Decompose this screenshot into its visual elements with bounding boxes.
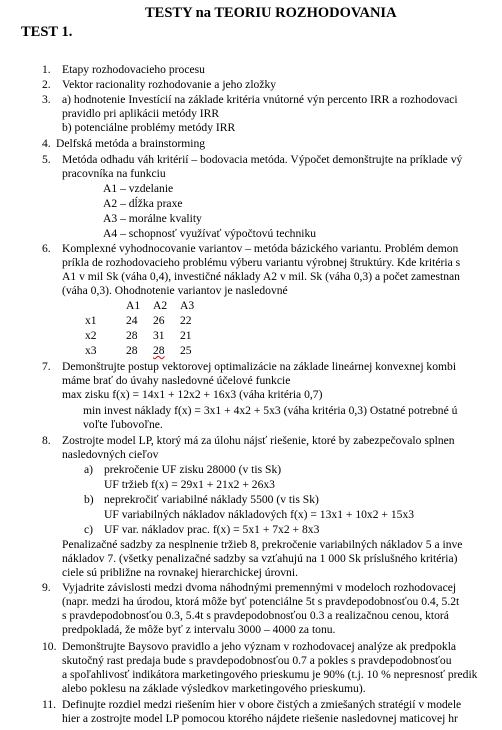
item-text: máme brať do úvahy nasledovné účelové funkcie (62, 374, 291, 387)
item-text: (napr. medzi ha úrodou, ktorá môže byť potenciálne 5t s pravdepodobnosťou 0.4, 5.2t (62, 595, 460, 608)
matrix-cell: 28 (126, 344, 138, 357)
item-number: 9. (42, 581, 51, 594)
item-number: 4. (42, 137, 51, 150)
matrix-header: A3 (180, 299, 195, 312)
item-text: voľte ľubovoľne. (83, 418, 163, 431)
item-text: A1 v mil Sk (váha 0,4), investičné náklady A2 v mil. Sk (váha 0,3) a počet zamestnan (62, 270, 460, 283)
criterion: A3 – morálne kvality (103, 212, 202, 225)
penalty-text: ciele sú približne na rovnakej hierarchickej úrovni. (62, 566, 298, 579)
matrix-cell: 28 (153, 344, 165, 357)
item-text: Definujte rozdiel medzi riešením hier v obore čistých a zmiešaných stratégií v modele (62, 698, 462, 711)
item-number: 5. (42, 153, 51, 166)
matrix-cell: 24 (126, 314, 138, 327)
item-text: hier a zostrojte model LP pomocou ktorého nájdete riešenie nasledovnej maticovej hr (62, 712, 458, 725)
goal-subtext: UF variabilných nákladov nákladových f(x) = 13x1 + 10x2 + 15x3 (104, 508, 415, 521)
item-text: max zisku f(x) = 14x1 + 12x2 + 16x3 (váha kritéria 0,7) (62, 388, 323, 401)
matrix-cell: 28 (126, 329, 138, 342)
item-text: alebo poklesu na základe výsledkov marketingového prieskumu). (62, 682, 366, 695)
matrix-row (85, 313, 207, 328)
goal-label: b) (84, 493, 94, 506)
document-title: TESTY na TEORIU ROZHODOVANIA (145, 5, 397, 21)
goal-text: prekročenie UF zisku 28000 (v tis Sk) (104, 463, 282, 476)
matrix-header: A1 (126, 299, 141, 312)
matrix-row-label: x1 (85, 314, 97, 327)
criterion: A1 – vzdelanie (103, 182, 174, 195)
item-text: Komplexné vyhodnocovanie variantov – metóda bázického variantu. Problém demon (62, 242, 459, 255)
goal-text: neprekročiť variabilné náklady 5500 (v tis Sk) (104, 493, 319, 506)
item-text: predpokladá, že môže byť z intervalu 3000 – 4000 za tonu. (62, 623, 336, 636)
item-text: nasledovných cieľov (62, 448, 159, 461)
matrix-row (85, 328, 207, 343)
matrix-cell: 31 (153, 329, 165, 342)
item-number: 6. (42, 242, 51, 255)
item-text: Zostrojte model LP, ktorý má za úlohu nájsť riešenie, ktoré by zabezpečovalo splnen (62, 434, 455, 447)
item-text: Demonštrujte postup vektorovej optimalizácie na základe lineárnej konvexnej kombi (62, 360, 457, 373)
goal-text: UF var. nákladov prac. f(x) = 5x1 + 7x2 + 8x3 (104, 523, 320, 536)
penalty-text: nákladov 7. (všetky penalizačné sadzby sa vzťahujú na 1 000 Sk príslušného kritéria) (62, 552, 458, 565)
matrix-cell: 22 (180, 314, 192, 327)
item-text: príkla de rozhodovacieho problému výberu variantu výrobnej štruktúry. Kde kritéria s (62, 256, 461, 269)
item-text: (váha 0,3). Ohodnotenie variantov je nasledovné (62, 284, 288, 297)
item-text: b) potenciálne problémy metódy IRR (62, 121, 236, 134)
goal-label: c) (84, 523, 94, 536)
matrix-header-row (85, 298, 207, 313)
item-text: skutočný rast predaja bude s pravdepodobnosťou 0.7 a pokles s pravdepodobnosťou (62, 654, 452, 667)
item-number: 11. (42, 698, 57, 711)
item-text: pravidlo pri aplikácii metódy IRR (62, 107, 220, 120)
criterion: A2 – dĺžka praxe (103, 197, 183, 210)
item-text: s pravdepodobnosťou 0.3, 5.4t s pravdepodobnosťou 0.3 a realizačnou cenou, ktorá (62, 609, 449, 622)
matrix-cell (85, 298, 126, 313)
item-number: 3. (42, 93, 51, 106)
item-text: Vektor racionality rozhodovanie a jeho zložky (62, 78, 277, 91)
variant-matrix (85, 298, 207, 358)
matrix-row (85, 343, 207, 358)
item-text: pracovníka na funkciu (62, 167, 166, 180)
item-number: 7. (42, 360, 51, 373)
matrix-row-label: x3 (85, 344, 97, 357)
item-text: Metóda odhadu váh kritérií – bodovacia metóda. Výpočet demonštrujte na príklade vý (62, 153, 463, 166)
item-number: 8. (42, 434, 51, 447)
item-text: Etapy rozhodovacieho procesu (62, 63, 205, 76)
goal-label: a) (84, 463, 94, 476)
item-number: 1. (42, 63, 51, 76)
test-label: TEST 1. (21, 24, 73, 40)
item-text: Vyjadrite závislosti medzi dvoma náhodnými premennými v modeloch rozhodovacej (62, 581, 457, 594)
item-number: 10. (42, 640, 57, 653)
item-text: a spoľahlivosť indikátora marketingového prieskumu je 90% (t.j. 10 % nepresnosť predik (62, 668, 478, 681)
matrix-cell: 26 (153, 314, 165, 327)
matrix-cell: 21 (180, 329, 192, 342)
goal-subtext: UF tržieb f(x) = 29x1 + 21x2 + 26x3 (104, 478, 275, 491)
matrix-cell: 25 (180, 344, 192, 357)
item-number: 2. (42, 78, 51, 91)
item-text: Demonštrujte Baysovo pravidlo a jeho význam v rozhodovacej analýze ak predpokla (62, 640, 457, 653)
item-text: Delfská metóda a brainstorming (56, 137, 206, 150)
matrix-header: A2 (153, 299, 168, 312)
item-text: a) hodnotenie Investícií na základe kritéria vnútorné výn percento IRR a rozhodovaci (62, 93, 458, 106)
criterion: A4 – schopnosť využívať výpočtovú techniku (103, 227, 317, 240)
matrix-row-label: x2 (85, 329, 97, 342)
penalty-text: Penalizačné sadzby za nesplnenie tržieb 8, prekročenie variabilných nákladov 5 a inve (62, 538, 463, 551)
item-text: min invest náklady f(x) = 3x1 + 4x2 + 5x3 (váha kritéria 0,3) Ostatné potrebné ú (83, 404, 458, 417)
